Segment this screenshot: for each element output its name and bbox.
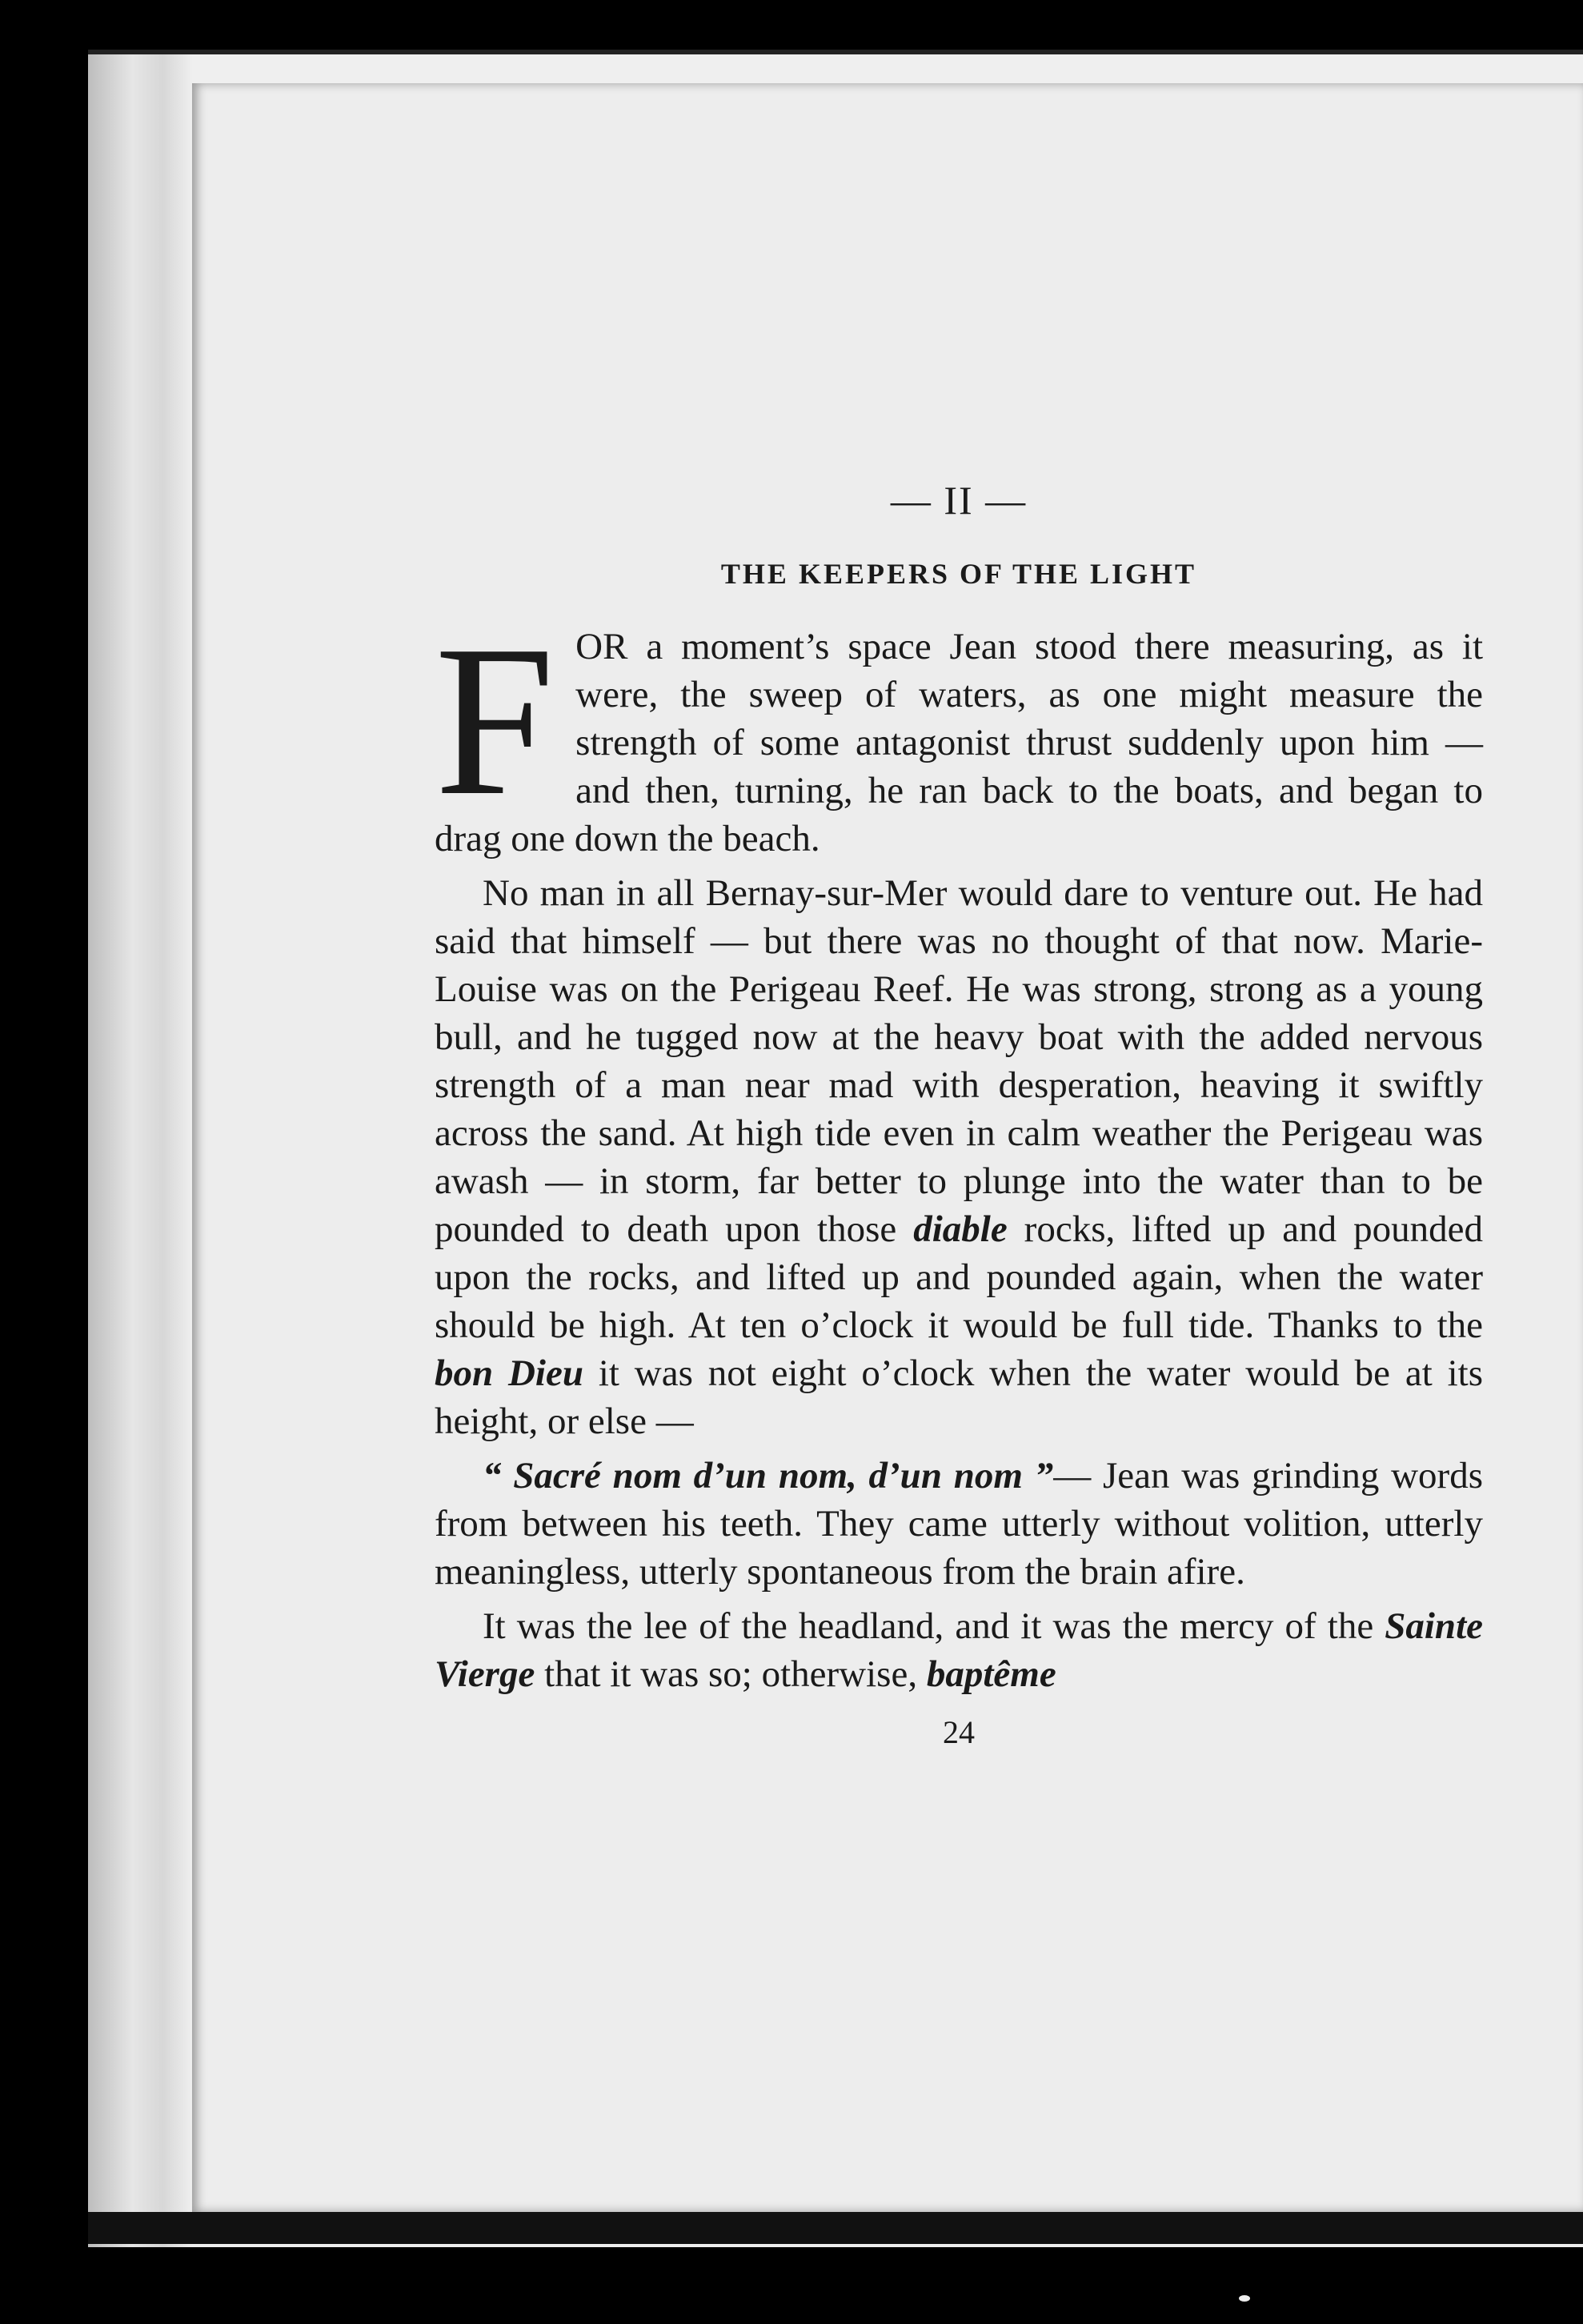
page-number: 24 [943,1714,975,1750]
paragraph-2-text-a: No man in all Bernay-sur-Mer would dare to venture out. He had said that himself — but there was no thought of that now. Marie-Louise was on the Perigeau Reef. He was strong, strong as a young bull, and he tugged now at the heavy boat with the added nervous strength of a man near mad with desperation, heaving it swiftly across the sand. At high tide even in calm weather the Perigeau was awash — in storm, far better to plunge into the water than to be pounded to death upon those [435,872,1483,1250]
italic-diable: diable [913,1208,1008,1250]
italic-bapteme: baptême [926,1653,1056,1695]
italic-sainte-vierge: Sainte Vierge [435,1605,1483,1695]
chapter-number: — II — [890,478,1028,523]
paragraph-2-text-c: it was not eight o’clock when the water would be at its height, or else — [435,1352,1483,1442]
scan-speck [1239,2295,1250,2302]
chapter-body [435,601,1483,1698]
paragraph-2-text-b: rocks, lifted up and pounded upon the rocks, and lifted up and pounded again, when the water should be high. At ten o’clock it would be full tide. Thanks to the [435,1208,1483,1346]
chapter-title: THE KEEPERS OF THE LIGHT [720,558,1197,590]
text-block [435,472,1483,1753]
paragraph-3-text: — Jean was grinding words from between his teeth. They came utterly without volition, utterly meaningless, utterly spontaneous from the brain afire. [435,1455,1483,1593]
paragraph-2 [435,869,1483,1445]
paragraph-1 [435,601,1483,863]
paragraph-1-text: OR a moment’s space Jean stood there measuring, as it were, the sweep of waters, as one might measure the strength of some antagonist thrust suddenly upon him — and then, turning, he ran back to the boats, and began to drag one down the beach. [435,626,1483,859]
paragraph-4-text-b: that it was so; otherwise, [535,1653,927,1695]
paragraph-4 [435,1602,1483,1698]
paragraph-4-text-a: It was the lee of the headland, and it was the mercy of the [483,1605,1385,1647]
italic-bon-dieu: bon Dieu [435,1352,583,1394]
italic-exclamation: “ Sacré nom d’un nom, d’un nom ” [483,1455,1054,1497]
scan-border [88,2212,1583,2244]
drop-cap: F [435,601,555,840]
paragraph-3 [435,1452,1483,1596]
